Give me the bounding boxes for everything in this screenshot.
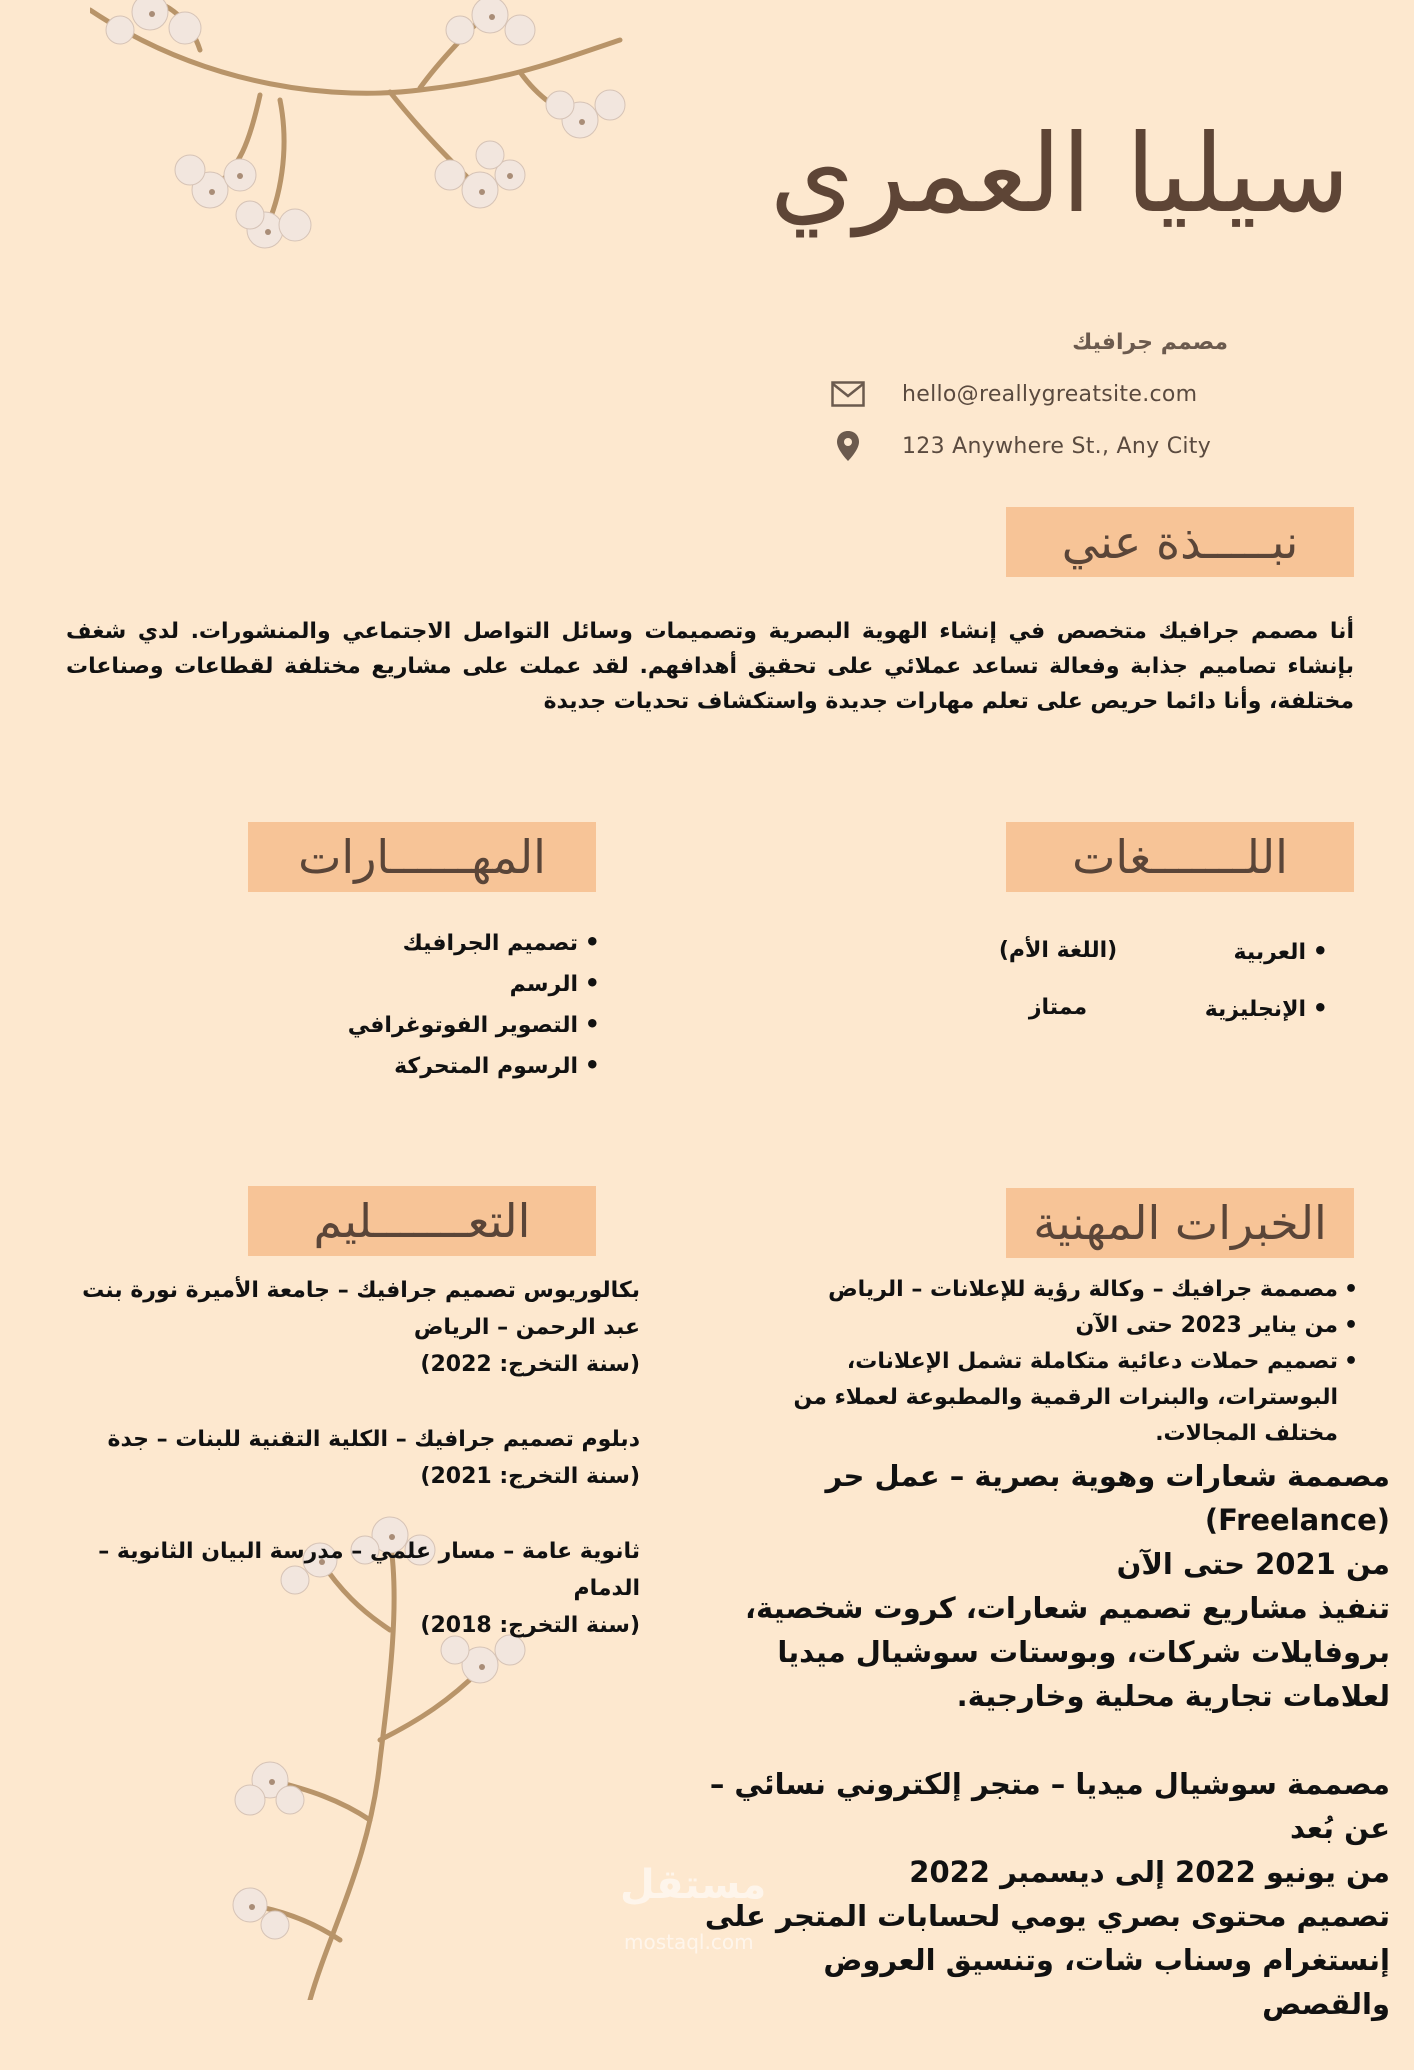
experience-entry (690, 1454, 1390, 1718)
education-year: (سنة التخرج: 2022) (420, 1352, 640, 1377)
experience-first-list (738, 1272, 1358, 1452)
language-name: • الإنجليزية (1148, 994, 1328, 1022)
experience-desc: تصميم محتوى بصري يومي لحسابات المتجر على إنستغرام وسناب شات، وتنسيق العروض والقصص (704, 1899, 1390, 2021)
candidate-name: سيليا العمري (769, 112, 1350, 237)
education-year: (سنة التخرج: 2018) (420, 1613, 640, 1638)
experience-heading: الخبرات المهنية (1006, 1188, 1354, 1258)
education-list (60, 1272, 640, 1682)
experience-more (690, 1454, 1390, 2070)
education-item (60, 1272, 640, 1383)
education-item (60, 1421, 640, 1495)
watermark-logo: مستقل (620, 1862, 767, 1908)
experience-entry (690, 1762, 1390, 2026)
skill-item: • الرسم (260, 963, 600, 1004)
languages-list (928, 922, 1328, 1036)
language-name: • العربية (1148, 937, 1328, 965)
contact-email-row (828, 374, 1228, 414)
envelope-icon (828, 379, 868, 409)
about-text: أنا مصمم جرافيك متخصص في إنشاء الهوية البصرية وتصميمات وسائل التواصل الاجتماعي والمنشورات. لدي شغف بإنشاء تصاميم جذابة وفعالة تساعد عملائي على تحقيق أهدافهم. لقد عملت على مشاريع مختلفة لقطاعات وصناعات مختلفة، وأنا دائما حريص على تعلم مهارات جديدة واستكشاف تحديات جديدة (66, 619, 1354, 714)
experience-line: • تصميم حملات دعائية متكاملة تشمل الإعلانات، البوسترات، والبنرات الرقمية والمطبوعة لعملاء من مختلف المجالات. (738, 1344, 1358, 1452)
skills-heading: المهــــــارات (248, 822, 596, 892)
address-text: 123 Anywhere St., Any City (902, 433, 1212, 459)
skill-item: • التصوير الفوتوغرافي (260, 1004, 600, 1045)
experience-date: من 2021 حتى الآن (1116, 1547, 1390, 1581)
map-pin-icon (828, 431, 868, 461)
education-year: (سنة التخرج: 2021) (420, 1464, 640, 1489)
experience-title: مصممة شعارات وهوية بصرية – عمل حر (Freelance) (825, 1459, 1390, 1537)
languages-heading: اللـــــــغات (1006, 822, 1354, 892)
education-item (60, 1533, 640, 1644)
education-title: ثانوية عامة – مسار علمي – مدرسة البيان الثانوية – الدمام (98, 1539, 640, 1601)
watermark-url: mostaql.com (624, 1930, 754, 1954)
language-level: ممتاز (1028, 995, 1088, 1020)
email-text[interactable]: hello@reallygreatsite.com (902, 381, 1198, 407)
experience-line: • من يناير 2023 حتى الآن (738, 1308, 1358, 1344)
experience-line: • مصممة جرافيك – وكالة رؤية للإعلانات – الرياض (738, 1272, 1358, 1308)
contact-address-row (828, 426, 1228, 466)
job-title: مصمم جرافيك (1072, 330, 1228, 355)
language-item (928, 979, 1328, 1036)
experience-date: من يونيو 2022 إلى ديسمبر 2022 (909, 1855, 1390, 1889)
language-item (928, 922, 1328, 979)
education-title: دبلوم تصميم جرافيك – الكلية التقنية للبنات – جدة (107, 1427, 640, 1452)
skill-item: • تصميم الجرافيك (260, 922, 600, 963)
about-heading: نبـــــذة عني (1006, 507, 1354, 577)
skills-list (260, 922, 600, 1086)
experience-title: مصممة سوشيال ميديا – متجر إلكتروني نسائي – عن بُعد (709, 1767, 1390, 1845)
skill-item: • الرسوم المتحركة (260, 1045, 600, 1086)
education-heading: التعـــــــليم (248, 1186, 596, 1256)
floral-decoration-top (90, 0, 650, 260)
experience-desc: تنفيذ مشاريع تصميم شعارات، كروت شخصية، بروفايلات شركات، وبوستات سوشيال ميديا لعلامات تجارية محلية وخارجية. (745, 1591, 1390, 1713)
language-level: (اللغة الأم) (998, 938, 1118, 963)
education-title: بكالوريوس تصميم جرافيك – جامعة الأميرة نورة بنت عبد الرحمن – الرياض (82, 1278, 640, 1340)
